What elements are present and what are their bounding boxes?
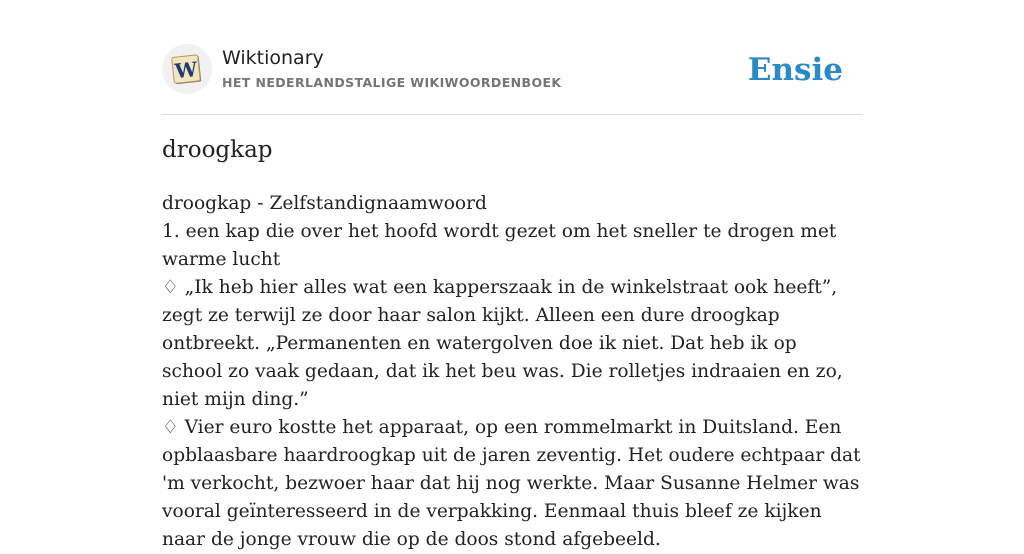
page-title: droogkap bbox=[162, 137, 273, 163]
site-title[interactable]: Wiktionary bbox=[222, 47, 324, 69]
wiktionary-logo-icon[interactable] bbox=[162, 44, 212, 94]
site-header bbox=[162, 44, 862, 115]
example-quote: ♢ Vier euro kostte het apparaat, op een rommelmarkt in Duitsland. Een opblaasbare haardroogkap uit de jaren zeventig. Het oudere echtpaar dat 'm verkocht, bezwoer haar dat hij nog werkte. Maar Susanne Helmer was vooral geïnteresseerd in de verpakking. Eenmaal thuis bleef ze kijken naar de jonge vrouw die op de doos stond afgebeeld. bbox=[162, 417, 861, 550]
example-quote: ♢ „Ik heb hier alles wat een kapperszaak in de winkelstraat ook heeft”, zegt ze terwijl ze door haar salon kijkt. Alleen een dure droogkap ontbreekt. „Permanenten en watergolven doe ik niet. Dat heb ik op school zo vaak gedaan, dat ik het beu was. Die rolletjes indraaien en zo, niet mijn ding.” bbox=[162, 277, 843, 410]
ensie-brand-link[interactable]: Ensie bbox=[747, 52, 843, 88]
word-class-line: droogkap - Zelfstandignaamwoord bbox=[162, 193, 487, 214]
definition: 1. een kap die over het hoofd wordt gezet om het sneller te drogen met warme lucht bbox=[162, 221, 837, 270]
site-subtitle: HET NEDERLANDSTALIGE WIKIWOORDENBOEK bbox=[222, 75, 562, 90]
logo-letter: W bbox=[173, 56, 199, 84]
wiktionary-w-tile-icon bbox=[170, 53, 204, 86]
entry-body bbox=[162, 190, 862, 554]
